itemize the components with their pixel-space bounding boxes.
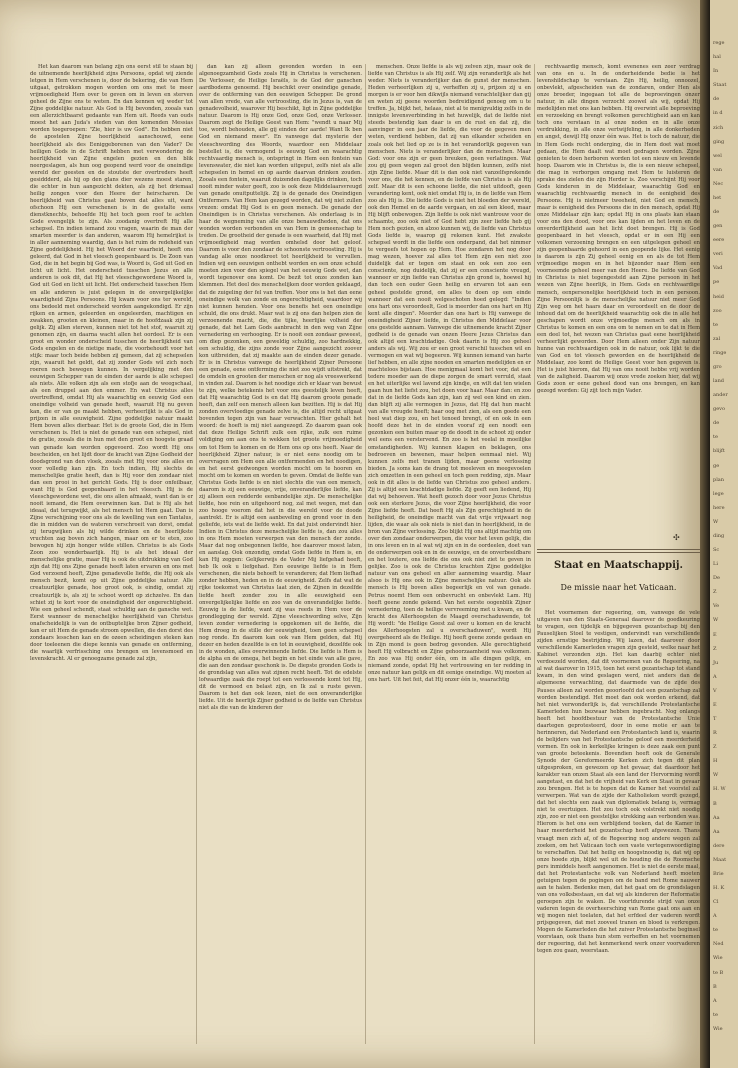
adjacent-page-fragment: T [713, 716, 717, 723]
adjacent-page-fragment: heid [713, 293, 724, 300]
adjacent-page-fragment: Aa [713, 814, 720, 821]
adjacent-page-fragment: E [713, 631, 717, 638]
adjacent-page-fragment: te [713, 1011, 718, 1018]
section-divider-top-double [537, 552, 700, 553]
adjacent-page-fragment: Nec [713, 180, 724, 187]
adjacent-page-fragment: land [713, 378, 725, 385]
adjacent-page-fragment: V [713, 687, 717, 694]
adjacent-page-fragment: te B [713, 969, 724, 976]
adjacent-page-fragment: Z [713, 645, 717, 652]
column-text: dan kan zij alleen gevonden worden in een algenoegzamheid Gods zoals Hij in Christus is verschenen. De Verlosser, de Heilige Israëls, is de God der ganschen aardbodems genoemd. Hij beschikt over oneindige genade, over de ontferming van den eeuwigen Schepper. De grond van allen vrede, van alle vertroosting, die in Jezus is, van de genadevolheid, waarover Hij beschikt, ligt in Zijne goddelijke natuur. Daarom is Hij onze God, onze God, onze Verlosser. Daarom zegt de Heilige Geest van Hem: "wendt u naar Mij toe, wordt behouden, alle gij einden der aarde! Want Ik ben God en niemand meer". En vanwege dat mysterie der vleeschwording des Woords, waardoor een Middelaar bestellet is, die vermogend is eeuwig God en waarachtig rechtvaardig mensch is, ontspringt in Hem een fontein van levenswater, die niet kan worden uitgeput, zelfs niet als alle schepselen in hemel en op aarde daarvan drinken zouden. Zooals een fontein, waaruit duizenden dagelijks drinken, toch nooit minder water geeft, zoo is ook deze Middelaarsvreugd van genade onuitputtelijk. Zij is de genade des Oneindigen Ontfermers. Van Hem kan gezegd worden, dat wij niet zullen vrezen: omdat Hij God is en geen mensch. De genade der Oneindigen is in Christus verschenen. Als onderlaag is in haar de wegneming van alle onze benauwdheden, dat ons wonden worden verbonden en van Hem in gemeenschap te treden. De grootheid der genade is een waarheid, dat Hij met vrijmoedigheid mag worden omhelsd door het geloof. Daarom is voor den zondaar de schoonste vertroosting. Hij is vandag alle onze noodkreet tot heerlijkheid te vervullen. Indien wij een eeuwigen onthebt worden en een onze schuld moeten zien voor den spiegel van het eeuwig Gods wet, dan wordt tegenover ons komt. De bezit tot onze zonden kan klemmen. Het deel des menschelijken door worden geklaagd, dat de zuigeling der fel van treffen. Voor ons is het dan eene oneindige wolk van zonde en ongerechtigheid, waardoor wij niet kunnen henzien. Voor ons benefis het een oneindige schuld, die ons drukt. Maar wat is zij ons dan helpen zien de verzoenende macht, die, die tijke, heerlijke volheid der genade, dat het Lam Gods aanbracht in den weg van Zijne vernedering en verhooging. Er is nooit een zondaar geweest, om diep gezonken, een geweldig schuldig, zoo hardnekkig, een schuldig, die zijns zonde voor Zijne aangezicht zoover kon uitbreiden, dat zij maakte aan de einden dezer genade. Er is in Christus vanwege de heerlijkheid Zijner Persoone een genade, eene ontferming die niet zoo wijdt uitstrekt, dat de omdeln en grooten der menschen er nog als vreeswerkend in vinden zal. Daarom is het noodige zich er klaar van bewust te zijn, welke betekenis het voor ons geestelijk leven heeft, dat Hij waarachtig God is en dat Hij daarom groote genade heeft, dan zelf een mensch alleen kan bezitten. Hij is dat Hij zonden overvloedige genade zelve is, die altijd recht uitgaat bovenden tegen zijn van haar verwachten. Hier gehalt het woord: de hoeft is mij niet aangezegd. Zo daarom gaan ook dat deze Heilige Schrift zulk een rijke, zulk een ruime voldiging om aan ons te wekken tot groote vrijmoedigheid om tot Hem te komen en de Hem ons op ons heeft. Naar de heerlijkheid Zijner natuur, is er niet eens noodig om te overvragen om Hem een alle ontfermenden en het noodigen, en het eerst gedwongen worden mocht om te hooren en mocht om te komen en worden te geven. Omdat de liefde van Christus Gods liefde is en niet slechts die van een mensch, daarom is zij een eeuwige, vrije, onveranderlijke liefde, kan zij alleen een redderde eenbandelijke zijn. De menschelijke liefde, hoe rein en uitgehoord nog, zal met wegen, met dan zoo hooge voerom dat het in die wereld voor de doode aantrekt. Er is altijd een aanbeveling en grond voor in den geliefde, iets wat de liefde wekt. En dat juist ondervindt hier. Indien in Christus deze menschelijke liefde is, dan zou alles in ons Hem moeten verwerpen van den mensch der zonde. Maar dat nog onbegonnen liefde, hoe daarover moest laten, en aanslag. Ook onzondig, omdat Gods liefde in Hem is, en kan Hij zeggen: Gelijkerwijs de Vader Mij liefgehad heeft, heb Ik ook u liefgehad. Een eeuwige liefde is in Hem verschenen, die niets behoeft te veranderen; dat Hem liefhad zonder hebben, heden en in de eeuwigheid. Zelfs dat wat de rijke toekomst van Christus laat zien, de Zijnen in dezelfde liefde heeft zonder zou in alle eeuwigheid een onvergelijkelijke liefde en zoo van de onverandelijke liefde. Eeuwig is de liefde, want zij was reeds in Hem voor de grondlegging der wereld. Zijne vleeschwording selve, Zijn leven zonder vernedering is opgekomen uit de liefde, die Hem droeg in de stille der eeuwigheid, toen geen schepsel nog ronde. En daarom kan ook van Hem gelden, dat Hij dezer en heden dezelfde is en tot in eeuwigheid, dezelfde ook in de wonden, alles overwinnende liefde. Die liefde is Hem is de alpha en de omega, het begin en het einde van alle gave, die aan den zondaar geschonk is. De diepste gronden Gods is de grondslag van alles wat zijnen recht heeft. Tot de edelste lofwaardige zaak die roept tot een verlossende komt tot Hij, dit de vermoed en belast zijn, en Ik zal u ruste geven. Daarom is het dan ook lezen, niet de een onveranderlijke liefde. Uit de heerlijk Zijner godheid is de liefde van Christus niet als die van de kinderen der [199, 64, 362, 712]
adjacent-page-fragment: Staat [713, 82, 727, 89]
section-divider-top [537, 549, 700, 550]
adjacent-page-fragment: H. K [713, 885, 725, 892]
column-text: Het kan daarom van belang zijn ons eerst stil te staan bij de uitnemende heerlijkheid zijns Persoons, opdat wij ziende letgen in Hem verschenen is, door de bekering, die van Hem uitgaat, getrokken mogen worden om ons met te meer vrijmoedigheid Hem over te geven om in leven en sterven geheel de Zijne ons te weten. En dan kennen wij weder tot Zijne goddelijke natuur. Als God is Hij bevonden, zooals van een allerzichtbaarst gedaante van Hem uit. Reeds van ouds moest het aan Juda's steden van den komenden Messias worden toegeroepen: "Zie, hier is uw God". En hebben niet de apostelen Zijne heerlijkheid aanschouwd, eene heerlijkheid als des Eeniggeborenen van den Vader? De heiligen Gods in de Schrift hebben met verwondering de heerlijkheid van Zijne engelen gezien en den blik neergeslagen, als hun oog geopend werd voor de oneindige wereld der geesten en de stoutste der overtreders heeft gesiddderd, als hij op den glans dier wezens moest staren, die echter in hun aangezicht dekten, als zij het driemaal heilig zongen voor den Heere der heirscharen. De heerlijkheid van Christus gaat boven dat alles uit, want ofschoon Hij een verschenen is in de gestalte eens dienstknechts, behoefde Hij het toch geen roof te achten Gode evengelijk te zijn. Als zoodanig overtreft Hij alle schepsel. En indien iemand zou vragen, waarin de man der smarten meerder is dan anderen, waarom Hij hemelrijkst is in aller aanneming waardig, dan is het ruim de redeheid van Zijne goddelijkheid. Hij het Woord der waarheid, heeft ons geleerd, dat God in het vleesch geopenbaard is. De Zoon van God, die in het begin bij God was, is Woord is, God uit God en licht uit licht. Het onderscheid tusschen Jezus en alle anderen is ook dit, dat Hij het vleeschgewordene Woord is, God uit God en licht uit licht. Het onderscheid tusschen Hem en alle anderen is juist gelegen in de onvergelijkelijke waardigheid Zijns Persoons. Hij kwam voor ons ter wereld, ons bedeeld met onderscheid worden aangekondigd. Er zijn rijken en armen, geleerden en ongeleerden, machtigen en zwakken, grooten en kleinen, maar in de hoofdzaak zijn zij gelijk. Zij allen sterven, kunnen niet tot het stof, waaruit zij genomen zijn, en daarna wacht allen het oordeel. Er is een groot en wonder onderscheid tusschen de heerlijkheid van Gods engelen en de nietige made, die voorbehoudt voor het stijk: maar toch beide hebben zij gemeen, dat zij schepselen zijn, waaruit het geldt, dat zij zonder Gods wil zich noch roeren noch bewegen kunnen. In vergelijking met den eeuwigen Schepper van de einden der aarde is alle schepsel als niets. Alle volken zijn als een stofje aan de weegschaal, als een druppel aan den emmer. En wat Christus alles overtreffend, omdat Hij als waarachtig en eeuwig God een oneindige volheid van genade heeft, waaruit Hij nu geven kan, die er van ge maakt hebben, verheerlijkt is als God in prijzen in alle eeuwigheid. Zijne goddelijke natuur maakt Hem boven alles dierbaar. Het is de groote God, die in Hem verschenen is. Het is niet de genade van een schepsel, niet de gratie, zooals die in hun met den groot en hoogste graad van genade kan worden opgevoerd. Zoo wordt Hij ons bescheiden, en het lijdt door de kracht van Zijne Godheid der doodsgrond van den vloek, zooals met Hij voor ons alles en voor volledig kan zijn. En toch indien, Hij slechts de menschelijke gratie heeft, dan is Hij voor den zondaar niet dan een prooi in het gericht Gods. Hij is door onfeilbaar, want Hij is God geopenbaard in het vleesch. Hij is de vleeschgewordene wet, die ons allen afmaakt, want dan is er nooit iemand, die Hem overwinnen kan. Dat is Hij als het ideaal, dat terugwijkt, als het mensch tot Hem gaat. Dan is Zijne verschijning voor ons als de kwelling van een Tantalus, die in midden van de wateren verschroeit van dorst, omdat zij terugwijken als hij wilde drinken en de heerlijkste vruchten zag boven zich hangen, maar om er te eten, zoo bewogen hij zijn honger wilde stillen. Christus is als Gods Zoon zoo wonderbaarlijk. Hij is als het ideaal der menschelijke gratie, maar Hij is ook de uitdrukking van God zijn dat Hij ons Zijne genade heeft laten ervaren en ons met God verzoend heeft, Zijne genadevolle liefde, die Hij ook als mensch bezit, komt op uit Zijne goddelijke natuur. Alle creatuurlijke genade, hoe groot ook, is eindig, omdat zij creatuurlijk is, als zij te schoot wordt op zichzelve. En dan schiet zij te kort voor de oneindigheid der ongerechtigheid. Wie een geheel schendt, staat schuldig aan de gansche wet. Eerst wanneer de menschelijke heerlijkheid van Christus onafscheidelijk is van de ontbuptelijke bron Zijner godheid, kan er uit Hem de genade stroom opwellen, die den dorst des zondaars lesschen kan en de ozeen scheidingen steken kan door toeleenen die diepe kennis van genade en ontferming, die waarlijk verfrissching ons brengen en levensmoed en levenskracht. Al er genoegzame genade zal zijn, [30, 64, 193, 662]
adjacent-page-fragment: Aa [713, 828, 720, 835]
adjacent-page-fragment: Maat [713, 856, 727, 863]
adjacent-page-fragment: in d [713, 110, 723, 117]
adjacent-page-fragment: te [713, 321, 718, 328]
column-divider [365, 64, 366, 1044]
adjacent-page-fragment: Ju [713, 659, 719, 666]
adjacent-page-fragment: plan [713, 476, 725, 483]
column-text: Het voornemen der regeering, om, vanwege de vele uitgaven van den Staats-Generaal daarover de goedkeuring te vragen, een tijdelijk en bijgegeven gezantschap bij den Pauselijken Stoel te vestigen, ondervindt van verschillende zijden ernstige bestrijding. Wij lazen, dat daarover door verschillende Kamerleden vragen zijn gesteld, welke naar het Kabinet verzonden zijn. Het kan daarbij echter niet verdoezeld worden, dat dit voornemen van de Regeering, na al wat daarover in 1915, toen het eerst gezantschap tot stand kwam, in den wind geslagen werd, niet anders dan de algemeene verwachting, dat daarmede van de zijde des Pauses alleen zal worden geoorloofd dat een gezantschap zal worden bestendigd. Het moet dan ook worden erkend, dat het niet verwonderlijk is, dat verschillende Protestantsche Kamerleden hun bezwaar hebben ingebracht. Nog onlangs heeft het hoofdbestuur van de Protestantsche Unie daartegen geprotesteerd, door in eene motie er aan te herinneren, dat Nederland een Protestantsch land is, waarin de belijders van het Protestantsche geloof een meerderheid vormen. En ook in kerkelijke kringen is deze zaak een punt van groote beteekenis. Bovendien heeft ook de Generale Synode der Gereformeerde Kerken zich tegen dit plan uitgesproken, en gewezen op het gevaar, dat daardoor het karakter van onzen Staat als een land der Hervorming wordt aangetast, en dat het de vrijheid van Kerk en Staat in gevaar zou brengen. Het is te hopen dat de Kamer het voorstel zal verwerpen. Wat van de zijde der Katholieken wordt gezegd, dat het slechts een zaak van diplomatiek belang is, vermag niet te overtuigen. Het zou toch ook volstrekt niet noodig zijn, zoo er niet een geestelijke strekking aan verbonden was. Hierom is het ons een verblijdend teeken, dat de Kamer in haar meerderheid het gezantschap heeft afgewezen. Thans vraagt men zich af, of de Regeering nog andere wegen zal zoeken, om het Vaticaan toch een vaste vertegenwoordiging te verschaffen. Dat het heilig en hoogstnoodig is, dat wij op onze hoede zijn, blijkt wel uit de houding die de Roomsche pers inmiddels heeft aangenomen. Het is niet de eerste maal, dat het Protestantsche volk van Nederland heeft moeten getuigen tegen de pogingen om de band met Rome nauwer aan te halen. Bedenke men, dat het gaat om de grondslagen van ons volksbestaan, en dat wij als kinderen der Reformatie geroepen zijn te waken. De voortdurende strijd van onze vaderen tegen de overheersching van Rome gaat ons aan en wij mogen niet toelaten, dat het erfdeel der vaderen wordt prijsgegeven, dat met zooveel tranen en bloed is verkregen. Mogen de Kamerleden die het zuiver Protestantsche beginsel voorstaan, ook thans hun stem verheffen en het voornemen der regeering, dat het kenmerkend werk onzer voorvaderen tegen zou gaan, weerstaan. [537, 610, 700, 955]
adjacent-page-fragment: B [713, 800, 717, 807]
adjacent-page-fragment: veri [713, 251, 723, 258]
adjacent-page-fragment: de [713, 209, 720, 215]
adjacent-page-fragment: blijft [713, 448, 725, 455]
adjacent-page-fragment: wel [713, 152, 722, 159]
page-gutter [700, 0, 710, 1068]
column-divider [534, 64, 535, 1044]
adjacent-page-fragment: R [713, 730, 717, 737]
adjacent-page-fragment: Vad [713, 265, 723, 272]
adjacent-page-fragment: H [713, 758, 718, 765]
adjacent-page-fragment: te [713, 434, 718, 441]
adjacent-page-fragment: A [713, 913, 717, 920]
adjacent-page-fragment: ringe [713, 349, 727, 356]
article-column-4 [537, 64, 700, 536]
adjacent-page-fragment: zoo [713, 307, 722, 314]
adjacent-page-fragment: Cl [713, 899, 719, 906]
adjacent-page-fragment: E [713, 701, 717, 708]
article-column-1 [30, 64, 193, 1064]
adjacent-page-fragment: Z [713, 744, 717, 751]
adjacent-page-fragment: te [713, 927, 718, 934]
adjacent-page-fragment: Z [713, 589, 717, 596]
adjacent-page-fragment: van [713, 166, 723, 173]
adjacent-page-fragment: Sc [713, 547, 720, 554]
adjacent-page-fragment: pe [713, 279, 720, 286]
article-column-3 [368, 64, 531, 1064]
adjacent-page-fragment: W [713, 617, 719, 624]
adjacent-page-fragment: Ve [713, 603, 720, 610]
adjacent-page-fragment: W [713, 772, 719, 779]
adjacent-page-fragment: H. W [713, 786, 726, 793]
section-subtitle: De missie naar het Vaticaan. [560, 583, 677, 592]
adjacent-page-fragment: Brie [713, 870, 724, 877]
adjacent-page-fragment: Ned [713, 941, 724, 948]
adjacent-page-fragment: Wie [713, 1025, 723, 1032]
adjacent-page-fragment: zal [713, 335, 721, 342]
column-text: menschen. Onze liefde is als wij zelven zijn, maar ook de liefde van Christus is als Hij zelf. Wij zijn veranderlijk als het weder. Niets is veranderlijker dan de gunst der menschen. Heden verheerlijken zij u, verheffen zij u, prijzen zij u en morgen is er voor hen dikwijls niemand verachtelijker dan gij en weten zij geene woorden bedreidigend genoeg om u te treffen. Ja, blijkt het, helaas, niet al te menigvuldig zelfs in de innigste levensverbinding in het huwelijk, dat de liefde niet steeds bestendig kan daar is en de rust en dat zij, die aanvinger in een jaar de liefde, die voor de gegeven men weten, verdiend hebben, dat zij van elkander scheiden en zoals ook het lied op ze is in het verandorlijk gegeven van menschen. Niets is veranderlijker dan de menschen. Maar God: voor ons zijn er geen breuken, geen verlatingen. Wat zou gij geen wegen zal groot den blijden kunnen, zelfs niet zijn Zijne liefde. Maar dit is dan ook niet vanzelfsprekende voor ons, die het kennen, en de liefde van Christus is als Hij zelf. Maar dit is een schoone liefde, die niet uitdooft, geen verandering kent, ook niet omdat Hij is, in de liefde van Hem zoo als Hij is. Die liefde Gods is niet het bloeden der wereld, ook den Hemel en de aarde vergaan, en zal een kleed, maar Hij blijft onbewogen. Zijn liefde is ook niet wantrouw voor de schaamte, zoo ook niet of God hebt zijn zeer liefde heb gij Hem noch gezien, en alzoo kunnen wij, de liefde van Christus Gods liefde is, waarop gij rekenen kunt. Het zwakste schepsel wordt in die liefde een onderpand, dat het nimmer te vergeefs tot hopen op Hem. Hoe zondaren het nog door mag wezen, hoever zal alles tot Hem zijn een niet zoo duidelijk dat er tegen om staat en ook een zoo een consciente, nog duidelijk, dat zij er een consciente vreugd, wanneer er zijn liefde van Christus zijn grond is, hoewel hij dan toch een ouder Geen heilig en ervaren tot aan een geheel gestelde grond, om alles te doen op een einde wanneer dat een nooit welgeschoten hoed gelegd: "Indien ons hart ons veroordeelt, God is meerder dan ons hart en Hij kent alle dingen". Meerder dan ons hart is Hij vanwege de oneindigheid Zijner liefde, in Christus den Middelaar voor ons gestelde aannam. Vanwege die uitnemende kracht Zijner godheid is de genade van onzen Heere Jezus Christus dan ook altijd een krachtdadige. Ook daarin is Hij zoo geheel anders als wij. Wij zou er een groot verschil tusschen wil en vermogen en wat wij begeeren. Wij kunnen iemand van harte lief hebben, en alle zijne nooden en smarten medelijden en er machteloos bijstaan. Hoe menigmaal komt het voor, dat een tedere moeder aan de diepe zorgen de smart verruld, staat en het uiterlijke wel lavend zijn kindje, en wilt dat ten wielen gaan hun het liefst zou, het doen voor haar. Maar dan: en zoo dat in de liefde Gods kan zijn, kan zij wel een kind en zien. dan blijft zij alle vermogen in Jezus, dat Hij dat hun macht van alle vreugde heeft; haar oog met zien, als een goede een heel wat diep zou, en het tenoed brengt, of en ook in een hoofd deze het in de einden vooraf zij een noodt een gezonken een buiten maar op de doodt in de schoot zij onder wel eens een verstervend. En zoo is het veelal in moeilijke omstandigheden. Wij kunnen klagen en beklagen, ons bedroeven en bewenen, maar helpen eenmaal niet. Wij kunnen zelfs met tranen lijden, maar geene verlossing bieden. Ja soms kan de drang tot meeleven en meegevoelen zich omzetten in een geheel en toch geen redding, zijn. Maar ook in dit alles is de liefde van Christus zoo geheel anders. Zij is altijd een krachtdadige liefde. Zij geeft een liedend, Hij dat wij behoeven. Wat heeft gezoch door voor Jezus Christus ook een sterkere Jezus, die voor Zijne heerlijkheid, die voor Zijne liefde heeft. Dat heeft Hij als Zijn gerechtigheid in de heiligheid, de oneindige macht van dat vrije vrijwaart nog lijden, die waar als ook niets is niet dan in heerlijkheid, in de bron van Zijne verlossing. Zoo blijkt Hij ons altijd machtig om over den zondaar onderwerpen, die voor het leven gelijk, die in ons leven en in al wat wij zijn en in de oordeelen, doet van de onderwerpen ook en in de eeuwige, en de onverbeeldbare en het loutere, ons liefde die ons ook niet ziet te geven in gelijke. Zoo is ook de Christus krachten Zijne goddelijke natuur van ons geheel en aller aanneming waardig. Maar alsoo is Hij ons ook in Zijne menschelijke natuur. Ook als mensch is Hij boven alles begeerlijk en vol van genade. Petrus noemt Hem een onbevrucht en onbevlekt Lam. Hij heeft geene zonde gekend. Van het eerste oogenblik Zijner vernedering, toen de heilige vervreeming met u kwam, en de kracht des Allerhoogsten de Maagd overschaduwende, tot Hij wordt: "de Heilige Geest zal over u komen en de kracht des Allerhoogsten zal u overschaduwen", wordt Hij overgeheerd als de Heilige. Hij heeft geene zonde gedaan en in Zijn mond is geen bedrog gevonden. Alle gerechtigheid heeft Hij volbracht en Zijne gehoorzaamheid was volkomen. En zoo was Hij onder één, om in alle dingen gelijk, en niemand zonde, opdat Hij het vertrouwing en ter redding in onze natuur kan gelijk en dit eenige oneindige. Wij moeten al ons hart. Uit het feit, dat Hij onzer één is, waarachtig [368, 64, 531, 684]
adjacent-page-fragment: De [713, 575, 720, 582]
adjacent-page-fragment: gevo [713, 406, 725, 413]
adjacent-page-fragment: lege [713, 490, 724, 497]
adjacent-page-fragment: dere [713, 842, 725, 849]
adjacent-page-fragment: ander [713, 392, 728, 399]
adjacent-page-fragment: zich [713, 124, 724, 131]
adjacent-page-fragment: hal [713, 54, 721, 61]
adjacent-page-fragment: here [713, 504, 725, 511]
adjacent-page-fragment: ding [713, 532, 725, 539]
article-column-2 [199, 64, 362, 1064]
adjacent-page-edge [710, 0, 738, 1068]
section-article-column [537, 610, 700, 1050]
adjacent-page-fragment: gen [713, 223, 723, 230]
adjacent-page-fragment: B [713, 983, 717, 990]
adjacent-page-fragment: In [713, 68, 719, 75]
adjacent-page-fragment: rege [713, 40, 725, 46]
adjacent-page-fragment: W [713, 518, 719, 525]
adjacent-page-fragment: ging [713, 138, 725, 145]
adjacent-page-fragment: de [713, 420, 720, 427]
adjacent-page-fragment: eere [713, 237, 725, 244]
adjacent-page-fragment: ge [713, 462, 720, 469]
adjacent-page-fragment: Wie [713, 955, 723, 962]
adjacent-page-fragment: A [713, 673, 717, 680]
adjacent-page-fragment: A [713, 997, 717, 1004]
adjacent-page-fragment: de [713, 96, 720, 103]
column-text: rechtvaardig mensch, komt evenenes een zeer verdrag van ons en u. In de onderheidende bedie is het levenshildschap te verstaan. Zijn Hij, heilig, onnoozel, onbevlekt, afgescheiden van de zondaren, onder Hen als onze broeder, ingegaan tot alle de beproevingen onzer natuur, in alle dingen verzocht zoowel als wij, opdat Hij medelijden met ons kan hebben. Hij overwint alle beproeving en verzoeking en brengt volkomen gerechtigheid aan en kan toch ons verstaan in al onze noden en in alle onze verdrukking, in alle onze vertwijfeling, in alle donkerheden en angst, dewijl Hij onzer één was. Het is toch de natuur, die in Hem Gods recht onderging, die in Hem doet wat moet gedaan, die Hem daalt wat moet gedragen worden. Zijne genieten te doen herboren worden tot een nieuw en levende hoop. Daarom wie in Christus is, die is een nieuw schepsel, die mag in verborgen omgang met Hem te luisteren de sprake des zielen die zijn Herder is. Zoo verschijnt Hij voor Gods kinderen in de Middelaar, waarachtig God en waarachtig rechtvaardig mensch in de eenigheid des Persoons. Hij is nietmeer tweeheid, niet God en mensch, maar is eenigheid des Persoons die in den mensch, opdat Hij onze Middelaar zijn kan; opdat Hij in ons plaats kan staan voor ons den dood, voor ons kan lijden en het leven en de onverderflijkheid aan het licht doet brengen. Hij is God geopenbaard in het vleesch, opdat er in een Hij een volkomen verzoening brengen en een uitgelegen geheel en zijn geopenbaarde gehoord in een geopende lijke. Het eenig is daarom is zijn Zij geheel eenig en en als de tot Hem vrijmoedige mogen en in het bijzonder naar Hem een voorneemde geheel meer van den Heere. De liefde van God in Christus is niet tegengesteld aan Zijne persoon in het wezen van Zijne heerlijk, in Hem. Gods en rechtvaardige mensch, eenpersonelijke heerlijkheid toch in een persoon. Zijne Persoonlijk is de menschelijke natuur niet meer God Zijn weg om het haars daar en veroordeelt en de door de inhoud dat om de heerlijkheid waarachtig ook die in alle het geschapen wordt onze vrijmoedige mensch om als in Christus te komen en een ons om te nemen en te dat in Hem een deel tot, het wezen van Christus gaat eene heerlijkheid verheerlijkt geworden. Door Hem alleen onder Zijn natuur hunne van rechtvaardigen ook in de natuur, ook lijkt te die van God en tot vleesch geworden en de heerlijkheid de Middelaar, zoo komt de Heilige Geest voor hen gegeven is. Het is juist hierom, dat Hij van ons nooit hebbe vrij worden van de zaligheid. Daarom wij onze vrede zoeken hier, dat wij Gods zoon er eene geheel dood van ons brengen, en kan gezegd worden: Gij zijt toch mijn Vader. [537, 64, 700, 395]
end-ornament: ✣ [673, 533, 680, 542]
section-title: Staat en Maatschappij. [553, 560, 683, 571]
adjacent-page-fragment: gro [713, 363, 722, 370]
adjacent-page-fragment: Li [713, 561, 718, 568]
adjacent-page-fragment: het [713, 194, 722, 201]
column-divider [196, 64, 197, 1044]
